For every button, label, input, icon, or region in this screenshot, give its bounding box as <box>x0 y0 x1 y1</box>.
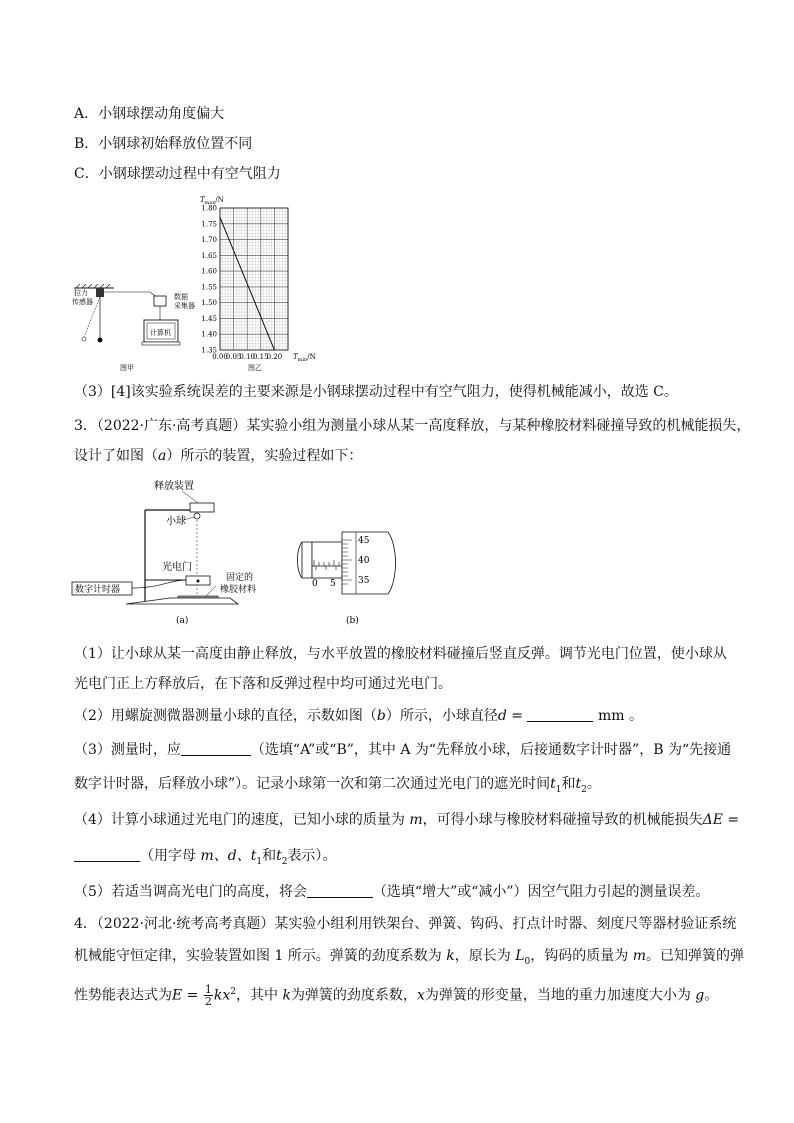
q4-l2-mid2: ，钩码的质量为 <box>530 948 633 964</box>
sensor-label-1: 拉力 <box>74 289 88 297</box>
q4-g: g <box>695 987 705 1004</box>
step-4-sub1: 1 <box>256 856 263 867</box>
step-4-eq: = <box>722 812 740 828</box>
question-4-line-1: 4．（2022·河北·统考高考真题）某实验小组利用铁架台、弹簧、钩码、打点计时器、刻度尺等器材验证系统 <box>74 916 737 932</box>
tension-graph <box>200 196 316 372</box>
x-tick-label: 0.10 <box>239 353 255 361</box>
step-3-rest: （选填“A”或“B”，其中 A 为“先释放小球，后接通数字计时器”，B 为“先接通 <box>250 742 732 758</box>
frac-den: 2 <box>204 995 212 1009</box>
step-4-sub2: 2 <box>281 856 288 867</box>
step-2-mid: ）所示，小球直径 <box>385 708 498 724</box>
sensor-label-2: 传感器 <box>72 298 93 306</box>
step-2-pre: （2）用螺旋测微器测量小球的直径，示数如图（ <box>74 708 377 724</box>
step-3-and: 和 <box>561 776 576 792</box>
ball-label: 小球 <box>166 516 186 527</box>
caption-a: (a) <box>176 616 189 626</box>
thimble-45: 45 <box>358 536 370 546</box>
step-4-m: m <box>409 812 423 828</box>
y-tick-label: 1.45 <box>201 314 217 323</box>
question-4-line-3 <box>74 982 718 1007</box>
q4-l2-pre: 机械能守恒定律，实验装置如图 1 所示。弹簧的劲度系数为 <box>74 948 447 964</box>
collector-label-2: 采集器 <box>174 302 195 310</box>
q4-L: L <box>515 948 525 964</box>
question-3-line-1: 3．（2022·广东·高考真题）某实验小组为测量小球从某一高度释放，与某种橡胶材料碰撞导致的机械能损失， <box>74 418 751 434</box>
main-scale-5: 5 <box>330 579 336 589</box>
y-tick-label: 1.80 <box>201 204 217 213</box>
step-4-t2: t <box>276 848 282 864</box>
question-3-line-2 <box>74 446 362 466</box>
q3-line2-rest: ）所示的装置，实验过程如下： <box>166 448 363 464</box>
step-4-dE: ΔE <box>702 812 723 828</box>
step-3-line-2 <box>74 774 601 800</box>
y-tick-label: 1.75 <box>201 220 217 229</box>
timer-label: 数字计时器 <box>75 585 121 595</box>
q4-E: E <box>172 987 183 1004</box>
computer-label: 计算机 <box>150 329 171 337</box>
q4-eq: = <box>182 987 203 1004</box>
y-tick-label: 1.35 <box>201 346 217 355</box>
y-tick-label: 1.70 <box>201 236 217 245</box>
y-tick-label: 1.50 <box>201 299 217 308</box>
step-1-line-1: （1）让小球从某一高度由静止释放，与水平放置的橡胶材料碰撞后竖直反弹。调节光电门位置，使小球从 <box>74 646 727 662</box>
step-1-line-2: 光电门正上方释放后，在下落和反弹过程中均可通过光电门。 <box>74 676 452 692</box>
caption-right: 图乙 <box>248 364 262 372</box>
step-3-l2: 数字计时器，后释放小球”）。记录小球第一次和第二次通过光电门的遮光时间 <box>74 776 551 792</box>
rubber-label-2: 橡胶材料 <box>220 585 257 595</box>
figure-pendulum-experiment <box>70 192 330 374</box>
step-5-rest: （选填“增大”或“减小”）因空气阻力引起的测量误差。 <box>372 884 710 900</box>
step-3-pre: （3）测量时，应 <box>74 742 181 758</box>
option-b: B．小钢球初始释放位置不同 <box>74 136 253 152</box>
plot-frame <box>220 208 288 350</box>
step-4-line-1 <box>74 810 739 830</box>
q4-l3-end: 。 <box>704 987 719 1004</box>
thimble-40: 40 <box>358 556 370 566</box>
t1-sub: 1 <box>555 784 562 795</box>
step-4-l2-pre: （用字母 <box>140 848 201 864</box>
option-a: A．小钢球摆动角度偏大 <box>74 106 225 122</box>
q4-l3-mid2: 为弹簧的劲度系数， <box>290 987 417 1004</box>
step-5-pre: （5）若适当调高光电门的高度，将会 <box>74 884 307 900</box>
t1-var: t <box>550 776 556 792</box>
thimble-35: 35 <box>358 576 370 586</box>
collector-label-1: 数据 <box>174 293 188 301</box>
step-4-mid: ，可得小球与橡胶材料碰撞导致的机械能损失 <box>422 812 703 828</box>
error-blank[interactable] <box>307 883 373 898</box>
q3-line2-pre: 设计了如图（ <box>74 448 158 464</box>
q4-l3-mid: ，其中 <box>236 987 283 1004</box>
q4-sup: 2 <box>230 987 236 997</box>
energy-loss-blank[interactable] <box>74 847 140 862</box>
step-2-eq: = <box>506 708 528 724</box>
question-4-line-2 <box>74 946 744 972</box>
step-2-var: d <box>497 708 507 724</box>
diameter-blank[interactable] <box>527 707 593 722</box>
q4-l2-end: 。已知弹簧的弹 <box>645 948 744 964</box>
t2-var: t <box>575 776 582 792</box>
step-4-end: 表示）。 <box>287 848 337 864</box>
q4-kx: kx <box>213 987 231 1004</box>
q4-l3-mid3: 为弹簧的形变量，当地的重力加速度大小为 <box>424 987 696 1004</box>
x-tick-label: 0.15 <box>253 353 269 361</box>
frac-num: 1 <box>204 983 212 997</box>
q4-L-sub: 0 <box>524 956 531 967</box>
x-tick-label: 0.05 <box>225 353 242 361</box>
y-tick-label: 1.60 <box>201 267 217 276</box>
step-4-pre: （4）计算小球通过光电门的速度，已知小球的质量为 <box>74 812 410 828</box>
q4-l2-mid: ，原长为 <box>454 948 516 964</box>
step-2 <box>74 706 643 726</box>
order-blank[interactable] <box>181 741 251 756</box>
q4-k: k <box>446 948 455 964</box>
step-4-and: 和 <box>262 848 277 864</box>
figure-drop-apparatus <box>70 476 420 628</box>
step-3-line-1 <box>74 740 731 760</box>
step-4-vars: m、d、t <box>200 848 257 864</box>
x-tick-label: 0.00 <box>212 353 228 361</box>
rubber-label-1: 固定的 <box>226 573 254 583</box>
y-tick-label: 1.65 <box>201 251 217 260</box>
q4-l3-pre: 性势能表达式为 <box>74 987 172 1004</box>
q4-m: m <box>632 948 646 964</box>
step-5 <box>74 882 710 902</box>
y-tick-label: 1.40 <box>201 330 217 339</box>
step-4-line-2 <box>74 846 336 872</box>
release-label: 释放装置 <box>154 481 194 492</box>
t2-sub: 2 <box>581 784 587 795</box>
step-2-unit: mm 。 <box>597 708 643 724</box>
answer-3: （3）[4]该实验系统误差的主要来源是小钢球摆动过程中有空气阻力，使得机械能减小，故选 C。 <box>74 384 678 400</box>
y-axis-label: $T_{max}/N$ <box>200 196 224 206</box>
main-scale-0: 0 <box>312 579 318 589</box>
gate-label: 光电门 <box>162 562 192 573</box>
caption-b: (b) <box>346 616 359 626</box>
q4-x: x <box>416 987 425 1004</box>
x-tick-label: 0.20 <box>266 353 283 361</box>
y-tick-label: 1.55 <box>201 283 217 292</box>
q3-line2-a: a <box>158 448 167 464</box>
step-2-b: b <box>376 708 386 724</box>
fraction-half <box>204 984 213 1007</box>
q4-l3-k: k <box>282 987 291 1004</box>
caption-left: 图甲 <box>120 364 134 372</box>
step-3-end: 。 <box>586 776 601 792</box>
x-axis-label: $T_{min}/N$ <box>293 353 316 363</box>
option-c: C．小钢球摆动过程中有空气阻力 <box>74 166 281 182</box>
